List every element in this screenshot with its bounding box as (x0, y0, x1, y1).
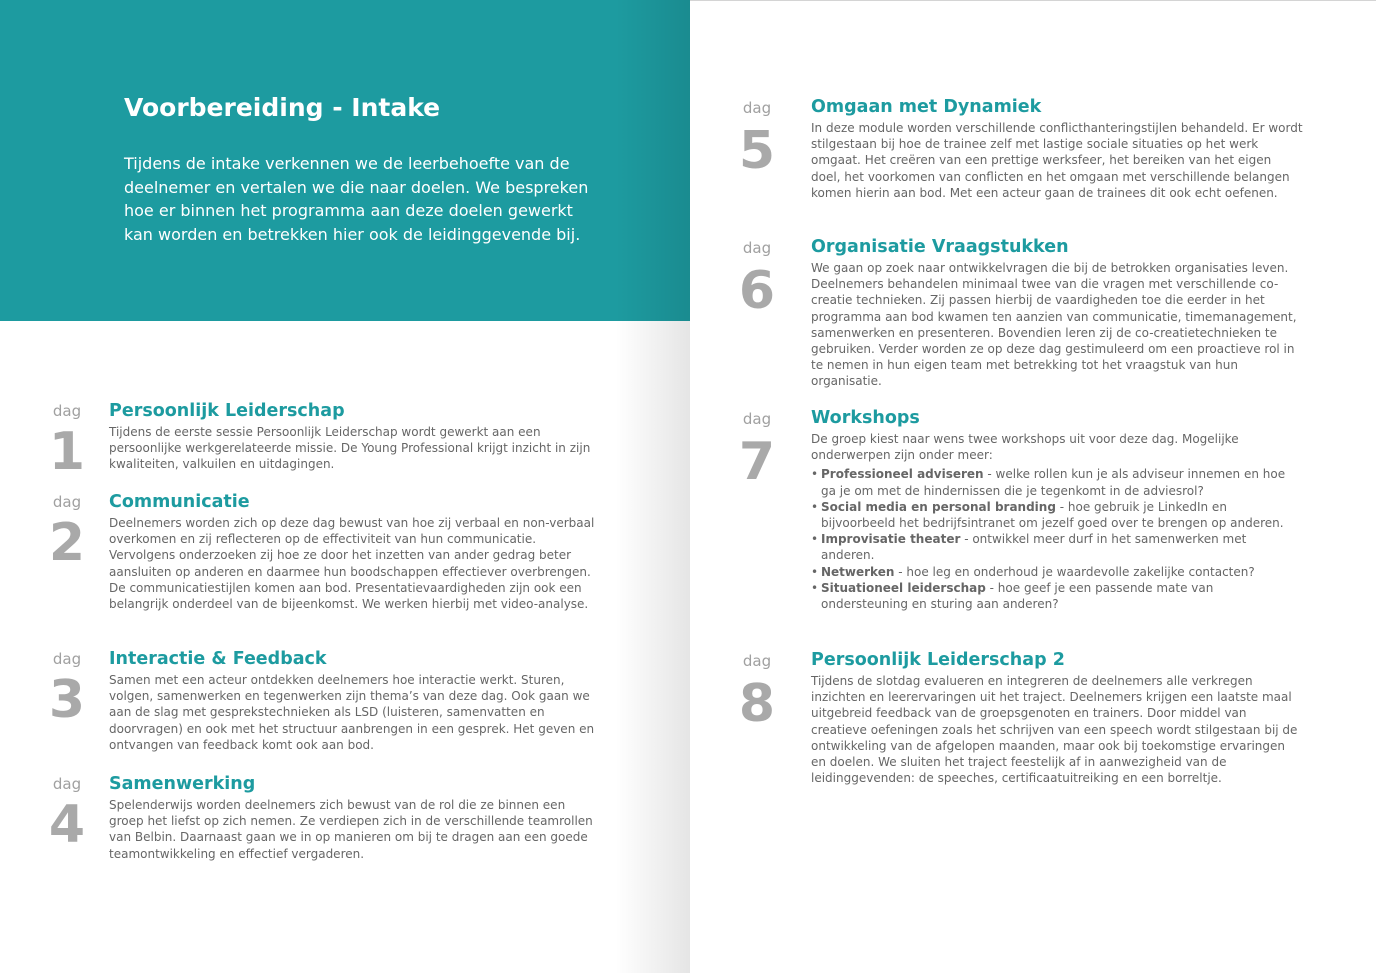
day-number: 8 (738, 674, 776, 734)
day-number: 4 (48, 795, 86, 855)
day-number: 6 (738, 261, 776, 321)
workshop-term: Social media en personal branding (821, 499, 1056, 514)
day-title: Persoonlijk Leiderschap (109, 401, 345, 421)
day-title: Organisatie Vraagstukken (811, 237, 1069, 257)
list-item (811, 499, 1303, 531)
day-description: We gaan op zoek naar ontwikkelvragen die bij de betrokken organisaties leven. Deelnemers behandelen minimaal twee van die vragen met verschillende co-creatie technieken. Zij passen hierbij de vaardigheden toe die eerder in het programma aan bod kwamen ten aanzien van communicatie, timemanagement, samenwerken en presenteren. Bovendien leren zij de co-creatietechnieken te gebruiken. Verder worden ze op deze dag gestimuleerd om een proactieve rol in te nemen in hun eigen team met betrekking tot het vraagstuk van hun organisatie. (811, 261, 1297, 389)
workshop-list (811, 466, 1303, 612)
day-title: Communicatie (109, 492, 250, 512)
workshop-text: - welke rollen kun je als adviseur innemen en hoe ga je om met de hindernissen die je tegenkomt in de adviesrol? (821, 467, 1286, 498)
workshop-term: Improvisatie theater (821, 532, 961, 547)
day-number: 3 (48, 670, 86, 730)
day-number: 2 (48, 513, 86, 573)
day-label: dag (52, 650, 82, 668)
intake-text: Tijdens de intake verkennen we de leerbehoefte van de deelnemer en vertalen we die naar doelen. We bespreken hoe er binnen het programma aan deze doelen gewerkt kan worden en betrekken hier ook de leidinggevende bij. (124, 154, 589, 244)
intake-title: Voorbereiding - Intake (124, 93, 441, 122)
intake-header-panel (0, 0, 690, 321)
day-description: Tijdens de slotdag evalueren en integreren de deelnemers alle verkregen inzichten en leerervaringen uit het traject. Deelnemers krijgen een laatste maal uitgebreid feedback van de groepsgenoten en trainers. Door middel van creatieve oefeningen zoals het schrijven van een speech wordt stilgestaan bij de ontwikkeling van de afgelopen maanden, maar ook bij toekomstige ervaringen en doelen. We sluiten het traject feestelijk af in aanwezigheid van de leidinggevenden: de speeches, certificaatuitreiking en een borreltje. (811, 674, 1298, 786)
workshop-term: Netwerken (821, 564, 895, 579)
day-label: dag (742, 99, 772, 117)
day-description: Deelnemers worden zich op deze dag bewust van hoe zij verbaal en non-verbaal overkomen en zij reflecteren op de effectiviteit van hun communicatie. Vervolgens onderzoeken zij hoe ze door het inzetten van ander gedrag beter aansluiten op anderen en daarmee hun boodschappen effectiever overbrengen. De communicatiestijlen komen aan bod. Presentatievaardigheden zijn ook een belangrijk onderdeel van de bijeenkomst. We werken hierbij met video-analyse. (109, 516, 595, 612)
workshop-text: - ontwikkel meer durf in het samenwerken met anderen. (821, 532, 1247, 563)
day-label: dag (742, 652, 772, 670)
day-title: Samenwerking (109, 774, 256, 794)
day-title: Interactie & Feedback (109, 649, 327, 669)
workshop-text: - hoe gebruik je LinkedIn en bijvoorbeeld het bedrijfsintranet om jezelf goed over te brengen op anderen. (821, 499, 1284, 531)
day-number: 7 (738, 432, 776, 492)
day-title: Workshops (811, 408, 920, 428)
day-label: dag (52, 402, 82, 420)
day-number: 5 (738, 121, 776, 181)
right-page (690, 0, 1376, 974)
day-description: De groep kiest naar wens twee workshops uit voor deze dag. Mogelijke onderwerpen zijn onder meer: (811, 432, 1239, 463)
day-description: Samen met een acteur ontdekken deelnemers hoe interactie werkt. Sturen, volgen, samenwerken en tegenwerken zijn thema’s van deze dag. Ook gaan we aan de slag met gesprekstechnieken als LSD (luisteren, samenvatten en doorvragen) en ook met het structuur aanbrengen in een gesprek. Het geven en ontvangen van feedback komt ook aan bod. (109, 673, 595, 752)
list-item (811, 531, 1303, 563)
day-label: dag (52, 775, 82, 793)
day-title: Persoonlijk Leiderschap 2 (811, 650, 1065, 670)
day-number: 1 (48, 422, 86, 482)
day-description-block (811, 431, 1303, 612)
day-description: Tijdens de eerste sessie Persoonlijk Leiderschap wordt gewerkt aan een persoonlijke werkgerelateerde missie. De Young Professional krijgt inzicht in zijn kwaliteiten, valkuilen en uitdagingen. (109, 425, 591, 472)
list-item (811, 564, 1303, 580)
list-item (811, 466, 1303, 498)
day-description: Spelenderwijs worden deelnemers zich bewust van de rol die ze binnen een groep het liefst op zich nemen. Ze verdiepen zich in de verschillende teamrollen van Belbin. Daarnaast gaan we in op manieren om bij te dragen aan een goede teamontwikkeling en effectief vergaderen. (109, 798, 593, 861)
workshop-term: Professioneel adviseren (821, 467, 984, 482)
workshop-text: - hoe leg en onderhoud je waardevolle zakelijke contacten? (894, 564, 1255, 579)
day-label: dag (742, 410, 772, 428)
day-label: dag (742, 239, 772, 257)
list-item (811, 580, 1303, 612)
day-title: Omgaan met Dynamiek (811, 97, 1042, 117)
workshop-term: Situationeel leiderschap (821, 580, 986, 595)
day-label: dag (52, 493, 82, 511)
day-description: In deze module worden verschillende conflicthanteringstijlen behandeld. Er wordt stilgestaan bij hoe de trainee zelf met lastige sociale situaties op het werk omgaat. Het creëren van een prettige werksfeer, het bereiken van het eigen doel, het voorkomen van conflicten en het omgaan met verschillende belangen komen hierin aan bod. Met een acteur gaan de trainees dit ook echt oefenen. (811, 121, 1303, 200)
workshop-text: - hoe geef je een passende mate van ondersteuning en sturing aan anderen? (821, 580, 1214, 612)
